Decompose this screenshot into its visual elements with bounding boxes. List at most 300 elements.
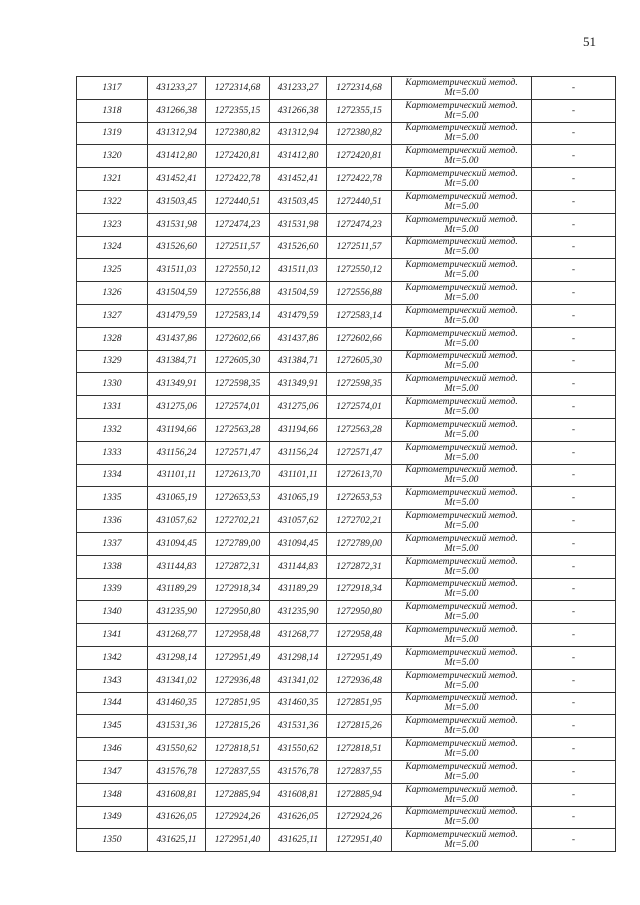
note-cell: - (532, 738, 616, 761)
method-accuracy: Mt=5.00 (444, 679, 479, 691)
y-coordinate-2-cell: 1272598,35 (327, 373, 392, 396)
x-coordinate-2-cell: 431235,90 (270, 601, 327, 624)
x-coordinate-cell: 431312,94 (148, 122, 206, 145)
table-row (77, 145, 616, 168)
note-cell: - (532, 760, 616, 783)
note-cell: - (532, 715, 616, 738)
note-cell: - (532, 190, 616, 213)
y-coordinate-2-cell: 1272314,68 (327, 77, 392, 100)
method-name: Картометрический метод. (405, 532, 518, 544)
method-name: Картометрический метод. (405, 601, 518, 613)
point-number-cell: 1338 (77, 555, 148, 578)
y-coordinate-2-cell: 1272602,66 (327, 327, 392, 350)
table-row (77, 122, 616, 145)
note-cell: - (532, 282, 616, 305)
table-row (77, 692, 616, 715)
x-coordinate-2-cell: 431101,11 (270, 464, 327, 487)
point-number-cell: 1345 (77, 715, 148, 738)
x-coordinate-2-cell: 431626,05 (270, 806, 327, 829)
method-cell (392, 487, 532, 510)
point-number-cell: 1342 (77, 646, 148, 669)
x-coordinate-2-cell: 431412,80 (270, 145, 327, 168)
x-coordinate-cell: 431341,02 (148, 669, 206, 692)
point-number-cell: 1348 (77, 783, 148, 806)
y-coordinate-cell: 1272474,23 (206, 213, 270, 236)
note-cell: - (532, 624, 616, 647)
method-name: Картометрический метод. (405, 236, 518, 248)
table-row (77, 168, 616, 191)
x-coordinate-cell: 431156,24 (148, 441, 206, 464)
method-name: Картометрический метод. (405, 510, 518, 522)
x-coordinate-2-cell: 431452,41 (270, 168, 327, 191)
y-coordinate-cell: 1272789,00 (206, 532, 270, 555)
y-coordinate-2-cell: 1272837,55 (327, 760, 392, 783)
note-cell: - (532, 418, 616, 441)
x-coordinate-2-cell: 431194,66 (270, 418, 327, 441)
x-coordinate-cell: 431065,19 (148, 487, 206, 510)
x-coordinate-2-cell: 431312,94 (270, 122, 327, 145)
method-name: Картометрический метод. (405, 168, 518, 180)
y-coordinate-2-cell: 1272789,00 (327, 532, 392, 555)
point-number-cell: 1343 (77, 669, 148, 692)
y-coordinate-cell: 1272355,15 (206, 99, 270, 122)
method-cell (392, 122, 532, 145)
table-row (77, 190, 616, 213)
x-coordinate-cell: 431526,60 (148, 236, 206, 259)
table-row (77, 487, 616, 510)
y-coordinate-cell: 1272815,26 (206, 715, 270, 738)
x-coordinate-cell: 431275,06 (148, 396, 206, 419)
y-coordinate-cell: 1272613,70 (206, 464, 270, 487)
note-cell: - (532, 168, 616, 191)
method-name: Картометрический метод. (405, 624, 518, 636)
x-coordinate-cell: 431412,80 (148, 145, 206, 168)
y-coordinate-cell: 1272951,49 (206, 646, 270, 669)
y-coordinate-cell: 1272885,94 (206, 783, 270, 806)
method-cell (392, 760, 532, 783)
y-coordinate-cell: 1272702,21 (206, 510, 270, 533)
x-coordinate-2-cell: 431504,59 (270, 282, 327, 305)
y-coordinate-cell: 1272837,55 (206, 760, 270, 783)
method-name: Картометрический метод. (405, 396, 518, 408)
y-coordinate-cell: 1272511,57 (206, 236, 270, 259)
table-row (77, 418, 616, 441)
point-number-cell: 1327 (77, 304, 148, 327)
x-coordinate-cell: 431298,14 (148, 646, 206, 669)
point-number-cell: 1319 (77, 122, 148, 145)
method-cell (392, 669, 532, 692)
method-name: Картометрический метод. (405, 555, 518, 567)
method-name: Картометрический метод. (405, 715, 518, 727)
y-coordinate-cell: 1272420,81 (206, 145, 270, 168)
y-coordinate-cell: 1272583,14 (206, 304, 270, 327)
table-row (77, 327, 616, 350)
method-accuracy: Mt=5.00 (444, 542, 479, 554)
y-coordinate-2-cell: 1272613,70 (327, 464, 392, 487)
method-cell (392, 373, 532, 396)
y-coordinate-2-cell: 1272583,14 (327, 304, 392, 327)
table-row (77, 829, 616, 852)
x-coordinate-2-cell: 431479,59 (270, 304, 327, 327)
note-cell: - (532, 806, 616, 829)
method-accuracy: Mt=5.00 (444, 132, 479, 144)
table-body (77, 77, 616, 852)
y-coordinate-cell: 1272563,28 (206, 418, 270, 441)
method-cell (392, 99, 532, 122)
page-number: 51 (583, 34, 596, 49)
x-coordinate-2-cell: 431550,62 (270, 738, 327, 761)
method-cell (392, 783, 532, 806)
method-accuracy: Mt=5.00 (444, 269, 479, 281)
method-name: Картометрический метод. (405, 783, 518, 795)
note-cell: - (532, 692, 616, 715)
x-coordinate-2-cell: 431275,06 (270, 396, 327, 419)
point-number-cell: 1340 (77, 601, 148, 624)
method-accuracy: Mt=5.00 (444, 337, 479, 349)
x-coordinate-cell: 431452,41 (148, 168, 206, 191)
method-name: Картометрический метод. (405, 578, 518, 590)
x-coordinate-2-cell: 431511,03 (270, 259, 327, 282)
x-coordinate-cell: 431194,66 (148, 418, 206, 441)
method-name: Картометрический метод. (405, 646, 518, 658)
table-row (77, 646, 616, 669)
y-coordinate-cell: 1272951,40 (206, 829, 270, 852)
method-cell (392, 213, 532, 236)
method-name: Картометрический метод. (405, 282, 518, 294)
method-name: Картометрический метод. (405, 373, 518, 385)
method-name: Картометрический метод. (405, 760, 518, 772)
note-cell: - (532, 373, 616, 396)
method-name: Картометрический метод. (405, 738, 518, 749)
table-row (77, 601, 616, 624)
x-coordinate-2-cell: 431608,81 (270, 783, 327, 806)
y-coordinate-2-cell: 1272815,26 (327, 715, 392, 738)
x-coordinate-2-cell: 431526,60 (270, 236, 327, 259)
table-row (77, 624, 616, 647)
y-coordinate-cell: 1272598,35 (206, 373, 270, 396)
note-cell: - (532, 601, 616, 624)
method-cell (392, 145, 532, 168)
table-row (77, 510, 616, 533)
x-coordinate-2-cell: 431341,02 (270, 669, 327, 692)
x-coordinate-cell: 431625,11 (148, 829, 206, 852)
x-coordinate-cell: 431094,45 (148, 532, 206, 555)
y-coordinate-cell: 1272936,48 (206, 669, 270, 692)
y-coordinate-2-cell: 1272950,80 (327, 601, 392, 624)
method-accuracy: Mt=5.00 (444, 725, 479, 737)
table-row (77, 77, 616, 100)
method-cell (392, 624, 532, 647)
method-accuracy: Mt=5.00 (444, 178, 479, 190)
method-cell (392, 692, 532, 715)
note-cell: - (532, 532, 616, 555)
x-coordinate-2-cell: 431460,35 (270, 692, 327, 715)
table-row (77, 282, 616, 305)
point-number-cell: 1341 (77, 624, 148, 647)
x-coordinate-cell: 431626,05 (148, 806, 206, 829)
point-number-cell: 1349 (77, 806, 148, 829)
x-coordinate-2-cell: 431266,38 (270, 99, 327, 122)
method-name: Картометрический метод. (405, 692, 518, 704)
y-coordinate-2-cell: 1272872,31 (327, 555, 392, 578)
x-coordinate-cell: 431504,59 (148, 282, 206, 305)
method-accuracy: Mt=5.00 (444, 611, 479, 623)
y-coordinate-2-cell: 1272355,15 (327, 99, 392, 122)
x-coordinate-2-cell: 431057,62 (270, 510, 327, 533)
method-cell (392, 806, 532, 829)
method-cell (392, 715, 532, 738)
y-coordinate-cell: 1272653,53 (206, 487, 270, 510)
note-cell: - (532, 145, 616, 168)
method-accuracy: Mt=5.00 (444, 109, 479, 121)
table-row (77, 806, 616, 829)
method-name: Картометрический метод. (405, 145, 518, 157)
method-cell (392, 829, 532, 852)
table-row (77, 578, 616, 601)
y-coordinate-2-cell: 1272958,48 (327, 624, 392, 647)
x-coordinate-2-cell: 431298,14 (270, 646, 327, 669)
x-coordinate-cell: 431144,83 (148, 555, 206, 578)
method-name: Картометрический метод. (405, 327, 518, 339)
method-accuracy: Mt=5.00 (444, 406, 479, 418)
method-accuracy: Mt=5.00 (444, 474, 479, 486)
point-number-cell: 1320 (77, 145, 148, 168)
y-coordinate-2-cell: 1272918,34 (327, 578, 392, 601)
y-coordinate-cell: 1272605,30 (206, 350, 270, 373)
table-row (77, 350, 616, 373)
method-accuracy: Mt=5.00 (444, 702, 479, 714)
note-cell: - (532, 304, 616, 327)
x-coordinate-2-cell: 431189,29 (270, 578, 327, 601)
method-cell (392, 418, 532, 441)
method-name: Картометрический метод. (405, 122, 518, 134)
point-number-cell: 1335 (77, 487, 148, 510)
y-coordinate-cell: 1272958,48 (206, 624, 270, 647)
x-coordinate-cell: 431349,91 (148, 373, 206, 396)
method-accuracy: Mt=5.00 (444, 155, 479, 167)
y-coordinate-2-cell: 1272653,53 (327, 487, 392, 510)
method-accuracy: Mt=5.00 (444, 565, 479, 577)
method-accuracy: Mt=5.00 (444, 839, 479, 851)
y-coordinate-2-cell: 1272571,47 (327, 441, 392, 464)
x-coordinate-2-cell: 431094,45 (270, 532, 327, 555)
note-cell: - (532, 327, 616, 350)
x-coordinate-cell: 431189,29 (148, 578, 206, 601)
note-cell: - (532, 783, 616, 806)
method-accuracy: Mt=5.00 (444, 246, 479, 258)
table-row (77, 715, 616, 738)
method-cell (392, 396, 532, 419)
method-accuracy: Mt=5.00 (444, 200, 479, 212)
x-coordinate-cell: 431503,45 (148, 190, 206, 213)
note-cell: - (532, 236, 616, 259)
x-coordinate-cell: 431233,27 (148, 77, 206, 100)
point-number-cell: 1318 (77, 99, 148, 122)
y-coordinate-2-cell: 1272474,23 (327, 213, 392, 236)
table-row (77, 532, 616, 555)
x-coordinate-2-cell: 431503,45 (270, 190, 327, 213)
note-cell: - (532, 99, 616, 122)
method-name: Картометрический метод. (405, 99, 518, 111)
coordinates-table (76, 76, 616, 852)
method-cell (392, 77, 532, 100)
table-row (77, 213, 616, 236)
method-name: Картометрический метод. (405, 350, 518, 362)
method-accuracy: Mt=5.00 (444, 770, 479, 782)
x-coordinate-cell: 431268,77 (148, 624, 206, 647)
x-coordinate-2-cell: 431531,98 (270, 213, 327, 236)
note-cell: - (532, 510, 616, 533)
point-number-cell: 1324 (77, 236, 148, 259)
table-row (77, 669, 616, 692)
table-row (77, 373, 616, 396)
y-coordinate-2-cell: 1272818,51 (327, 738, 392, 761)
y-coordinate-2-cell: 1272851,95 (327, 692, 392, 715)
note-cell: - (532, 487, 616, 510)
method-cell (392, 441, 532, 464)
method-cell (392, 350, 532, 373)
method-accuracy: Mt=5.00 (444, 428, 479, 440)
method-accuracy: Mt=5.00 (444, 360, 479, 372)
point-number-cell: 1332 (77, 418, 148, 441)
note-cell: - (532, 259, 616, 282)
y-coordinate-cell: 1272380,82 (206, 122, 270, 145)
y-coordinate-2-cell: 1272420,81 (327, 145, 392, 168)
table-row (77, 99, 616, 122)
method-name: Картометрический метод. (405, 806, 518, 818)
point-number-cell: 1344 (77, 692, 148, 715)
point-number-cell: 1337 (77, 532, 148, 555)
method-accuracy: Mt=5.00 (444, 656, 479, 668)
y-coordinate-2-cell: 1272422,78 (327, 168, 392, 191)
method-name: Картометрический метод. (405, 304, 518, 316)
y-coordinate-cell: 1272851,95 (206, 692, 270, 715)
x-coordinate-cell: 431057,62 (148, 510, 206, 533)
note-cell: - (532, 396, 616, 419)
table-row (77, 738, 616, 761)
method-accuracy: Mt=5.00 (444, 816, 479, 828)
point-number-cell: 1347 (77, 760, 148, 783)
table-row (77, 441, 616, 464)
y-coordinate-2-cell: 1272885,94 (327, 783, 392, 806)
table-row (77, 555, 616, 578)
x-coordinate-cell: 431101,11 (148, 464, 206, 487)
y-coordinate-cell: 1272602,66 (206, 327, 270, 350)
x-coordinate-cell: 431460,35 (148, 692, 206, 715)
x-coordinate-2-cell: 431437,86 (270, 327, 327, 350)
table-row (77, 760, 616, 783)
method-accuracy: Mt=5.00 (444, 634, 479, 646)
y-coordinate-cell: 1272950,80 (206, 601, 270, 624)
point-number-cell: 1328 (77, 327, 148, 350)
y-coordinate-2-cell: 1272924,26 (327, 806, 392, 829)
y-coordinate-2-cell: 1272936,48 (327, 669, 392, 692)
y-coordinate-2-cell: 1272702,21 (327, 510, 392, 533)
note-cell: - (532, 578, 616, 601)
method-accuracy: Mt=5.00 (444, 292, 479, 304)
y-coordinate-2-cell: 1272605,30 (327, 350, 392, 373)
table-row (77, 259, 616, 282)
note-cell: - (532, 669, 616, 692)
table-row (77, 464, 616, 487)
y-coordinate-cell: 1272550,12 (206, 259, 270, 282)
method-accuracy: Mt=5.00 (444, 223, 479, 235)
point-number-cell: 1326 (77, 282, 148, 305)
method-cell (392, 168, 532, 191)
y-coordinate-2-cell: 1272574,01 (327, 396, 392, 419)
table-row (77, 396, 616, 419)
table-row (77, 304, 616, 327)
x-coordinate-2-cell: 431625,11 (270, 829, 327, 852)
y-coordinate-cell: 1272440,51 (206, 190, 270, 213)
method-name: Картометрический метод. (405, 418, 518, 430)
x-coordinate-2-cell: 431576,78 (270, 760, 327, 783)
method-cell (392, 304, 532, 327)
point-number-cell: 1334 (77, 464, 148, 487)
y-coordinate-2-cell: 1272951,40 (327, 829, 392, 852)
x-coordinate-2-cell: 431065,19 (270, 487, 327, 510)
x-coordinate-2-cell: 431268,77 (270, 624, 327, 647)
method-accuracy: Mt=5.00 (444, 451, 479, 463)
point-number-cell: 1323 (77, 213, 148, 236)
x-coordinate-cell: 431511,03 (148, 259, 206, 282)
point-number-cell: 1339 (77, 578, 148, 601)
method-cell (392, 555, 532, 578)
method-cell (392, 646, 532, 669)
x-coordinate-2-cell: 431156,24 (270, 441, 327, 464)
x-coordinate-cell: 431384,71 (148, 350, 206, 373)
method-name: Картометрический метод. (405, 829, 518, 841)
method-accuracy: Mt=5.00 (444, 748, 479, 759)
point-number-cell: 1322 (77, 190, 148, 213)
note-cell: - (532, 77, 616, 100)
x-coordinate-cell: 431479,59 (148, 304, 206, 327)
method-cell (392, 282, 532, 305)
x-coordinate-cell: 431576,78 (148, 760, 206, 783)
method-cell (392, 578, 532, 601)
method-cell (392, 259, 532, 282)
method-accuracy: Mt=5.00 (444, 588, 479, 600)
point-number-cell: 1317 (77, 77, 148, 100)
method-accuracy: Mt=5.00 (444, 520, 479, 532)
y-coordinate-2-cell: 1272550,12 (327, 259, 392, 282)
note-cell: - (532, 213, 616, 236)
point-number-cell: 1321 (77, 168, 148, 191)
method-cell (392, 601, 532, 624)
point-number-cell: 1325 (77, 259, 148, 282)
x-coordinate-cell: 431531,36 (148, 715, 206, 738)
y-coordinate-cell: 1272574,01 (206, 396, 270, 419)
method-name: Картометрический метод. (405, 259, 518, 271)
table-row (77, 783, 616, 806)
method-accuracy: Mt=5.00 (444, 383, 479, 395)
note-cell: - (532, 441, 616, 464)
table-row (77, 236, 616, 259)
method-name: Картометрический метод. (405, 464, 518, 476)
y-coordinate-2-cell: 1272380,82 (327, 122, 392, 145)
y-coordinate-cell: 1272314,68 (206, 77, 270, 100)
point-number-cell: 1331 (77, 396, 148, 419)
y-coordinate-cell: 1272571,47 (206, 441, 270, 464)
method-cell (392, 532, 532, 555)
method-accuracy: Mt=5.00 (444, 497, 479, 509)
note-cell: - (532, 829, 616, 852)
point-number-cell: 1329 (77, 350, 148, 373)
method-name: Картометрический метод. (405, 213, 518, 225)
method-name: Картометрический метод. (405, 669, 518, 681)
method-accuracy: Mt=5.00 (444, 314, 479, 326)
x-coordinate-cell: 431235,90 (148, 601, 206, 624)
